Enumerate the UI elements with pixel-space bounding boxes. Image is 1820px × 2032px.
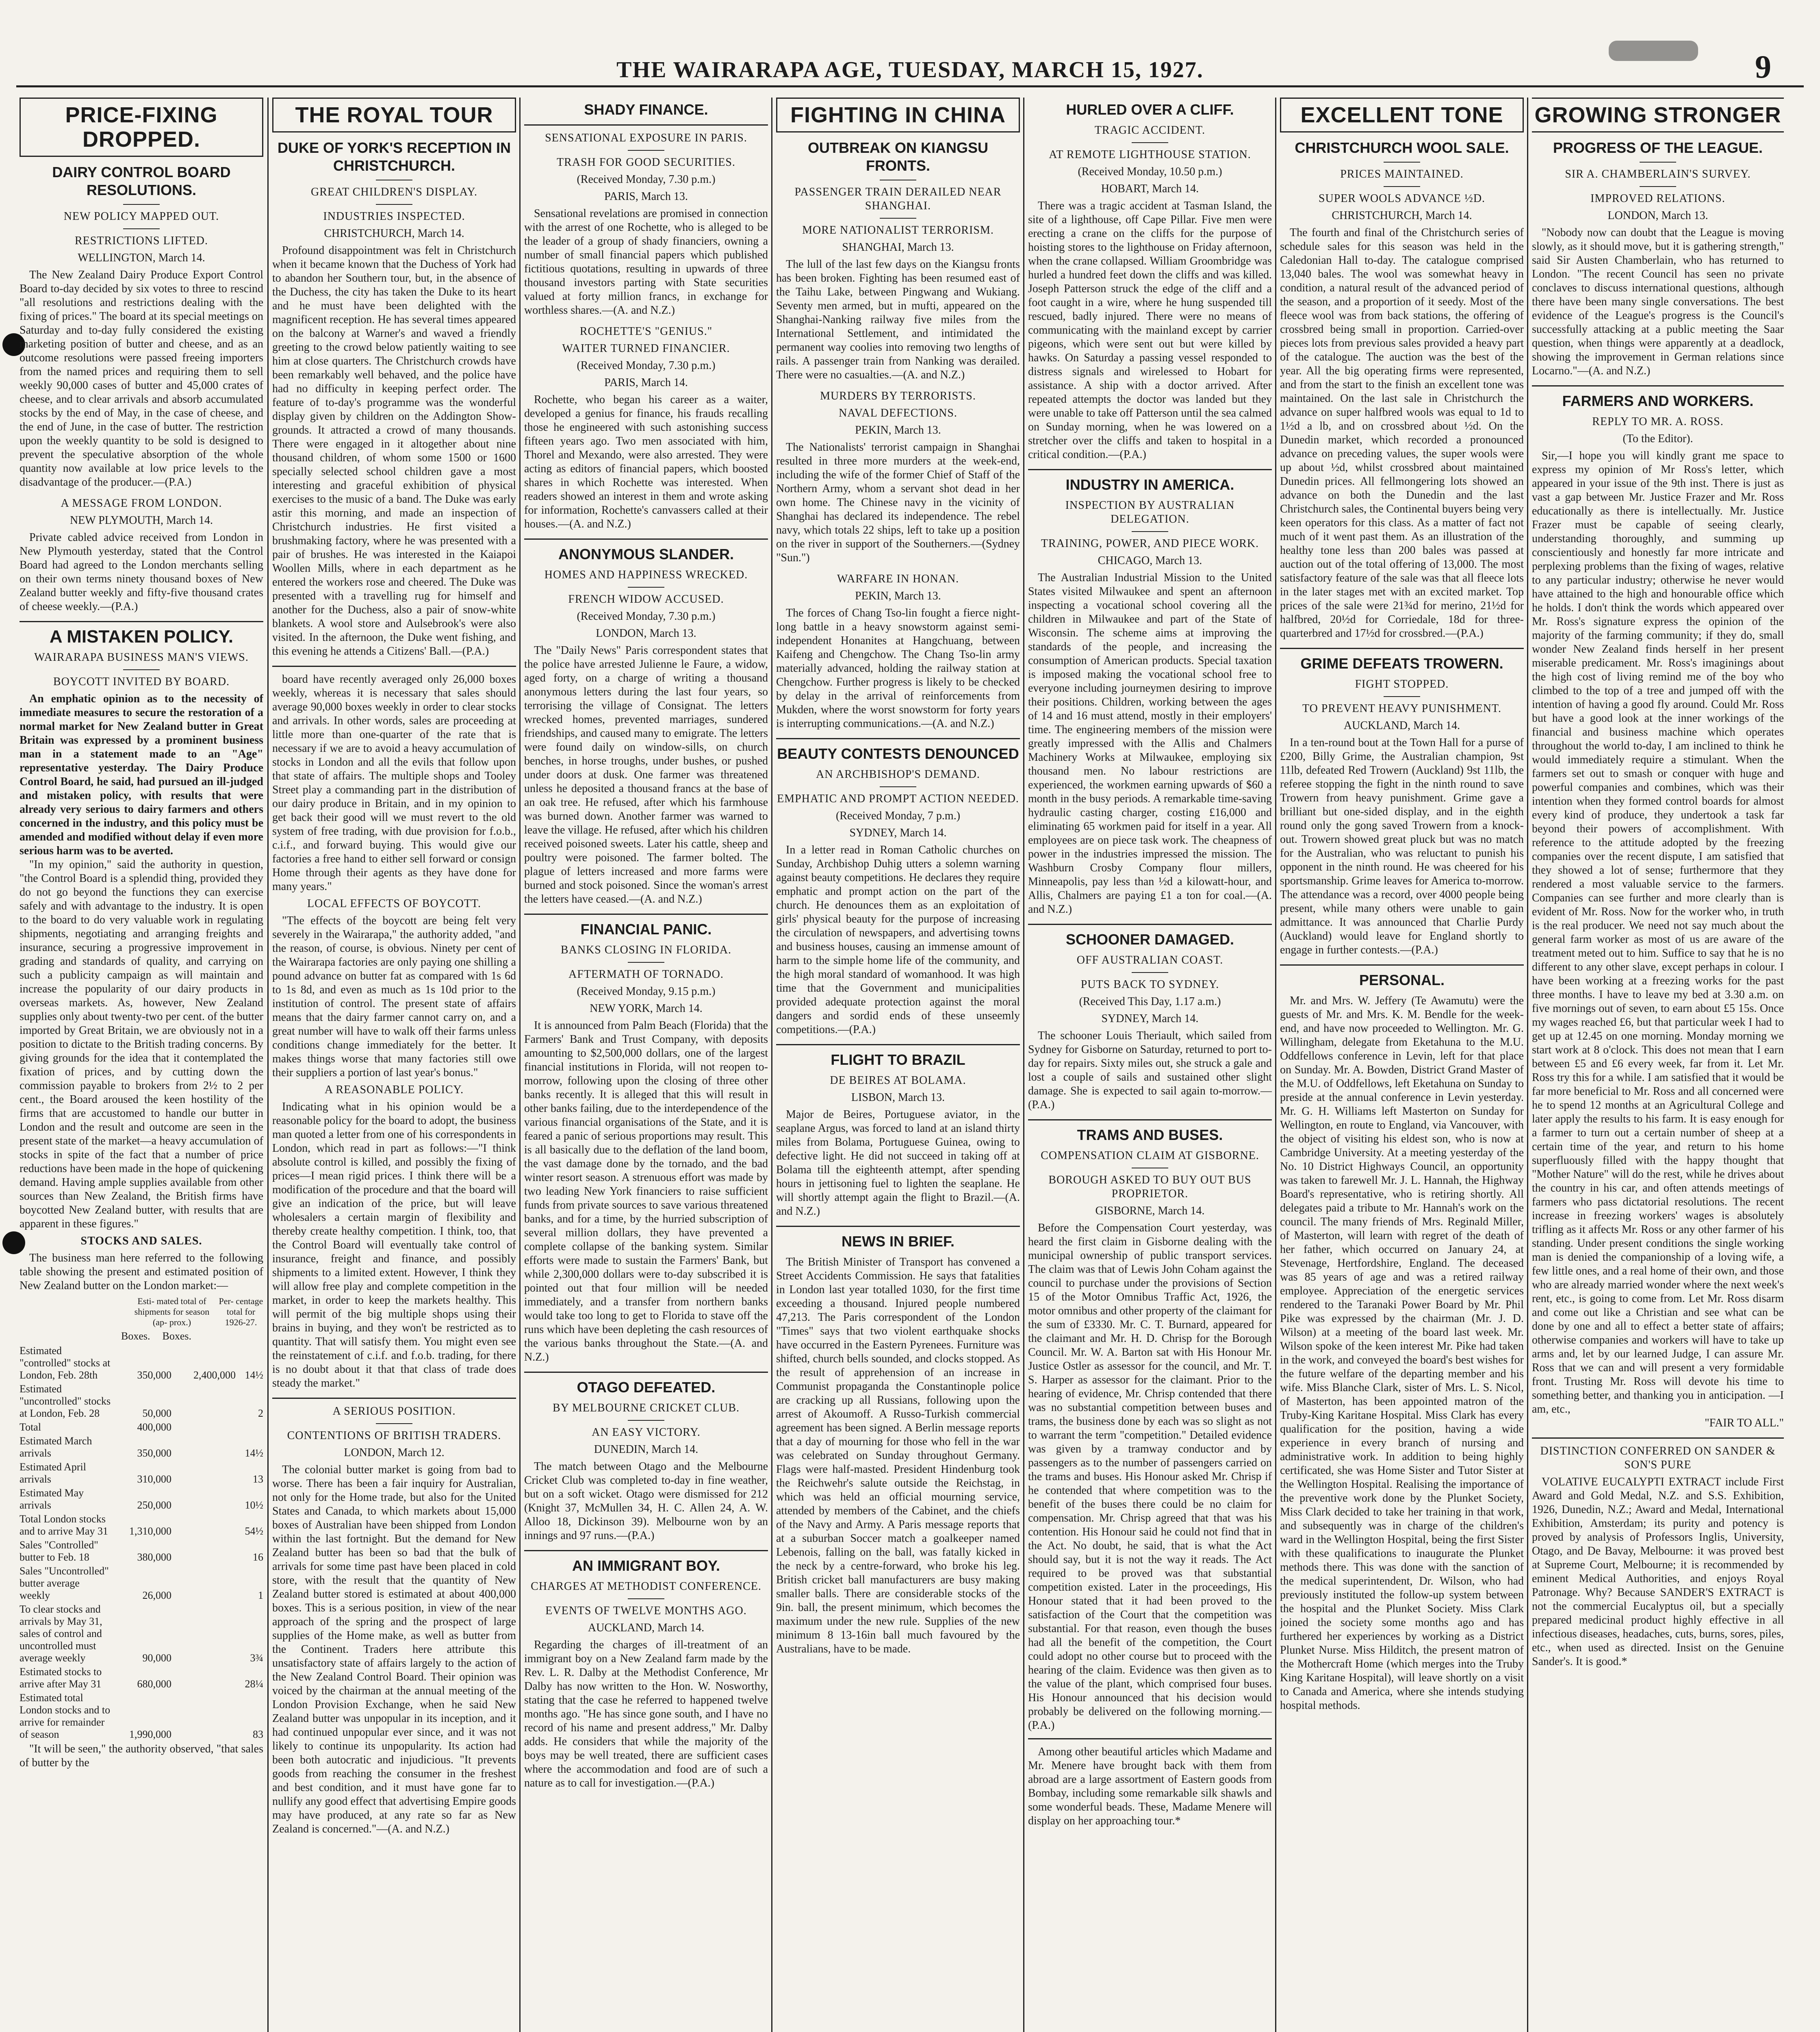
column-7 [1532, 98, 1784, 2032]
table-cell: 83 [253, 1728, 263, 1740]
subheading: TRASH FOR GOOD SECURITIES. [557, 156, 735, 169]
article-fighting-china [776, 98, 1020, 382]
subheading: BY MELBOURNE CRICKET CLUB. [552, 1402, 740, 1414]
dateline: GISBORNE, March 14. [1095, 1205, 1205, 1217]
article-lead: An emphatic opinion as to the necessity of immediate measures to secure the restoration of a normal market for New Zealand butter in Great Britain was expressed by a prominent business man in a statement made to an "Age" representative yesterday. The Dairy Produce Control Board, he said, had pursued an ill-judged and mistaken policy, with results that were already very serious to dairy farmers and others concerned in the industry, and this policy must be amended and modified without delay if even more serious harm was to be averted. [20, 693, 263, 857]
subheading: RESTRICTIONS LIFTED. [75, 234, 208, 247]
subheading: EMPHATIC AND PROMPT ACTION NEEDED. [777, 792, 1019, 805]
headline: TRAMS AND BUSES. [1077, 1127, 1223, 1143]
table-cell: Estimated "controlled" stocks at London, Feb. 28th [20, 1345, 111, 1381]
table-cell: Estimated stocks to arrive after May 31 [20, 1666, 102, 1690]
article-tail: "It will be seen," the authority observed, "that sales of butter by the [20, 1743, 263, 1769]
article-body: "In my opinion," said the authority in question, "the Control Board is a splendid thing, provided they do not go beyond the functions they can exercise safely and with advantage to the industry. It is open to the board to do very valuable work in regulating shipments, negotiating and arranging freights and insurance, securing a progressive improvement in grading and standards of quality, and carrying on such a publicity campaign as will maintain and increase the popularity of our dairy products in overseas markets. As, however, New Zealand supplies only about twenty-two per cent. of the butter imported by Great Britain, we are obviously not in a position to dictate to the British trading concerns. By giving grounds for the idea that it contemplated the fixation of prices, and by cutting down the commission payable to brokers from 2½ to 2 per cent., the Board aroused the keen hostility of the firms that are accustomed to handle our butter in London and the result and outcome are seen in the present state of the market—a heavy accumulation of stocks in spite of the fact that a number of price reductions have been made in the hope of quickening demand. Having ample supplies available from other sources than New Zealand, the British firms have boycotted New Zealand butter, with results that are apparent in these figures." [20, 858, 263, 1230]
article-growing-stronger [1532, 98, 1784, 378]
article-anonymous-slander [524, 545, 768, 906]
table-cell: 680,000 [137, 1678, 171, 1690]
article-body: The fourth and final of the Christchurch series of schedule sales for this season was held in the Caledonian Hall to-day. The catalogue comprised 13,040 bales. The wool was somewhat heavy in condition, a natural result of the advanced period of the season, and a proportion of it seedy. Most of the fleece wool was from back stations, the offering of crossbred being small in proportion. Carried-over pieces lots from previous sales provided a heavy part of the catalogue. The auction was the best of the year. All the big operating firms were represented, and from the start to the finish an excellent tone was maintained. On the last sale in Christchurch the advance on super halfbred wools was equal to 1d to 1½d a lb, and on crossbred about ½d. On the Dunedin market, which recorded a pronounced advance on preceding values, the super wools were up about ½d, whilst crossbred about maintained Dunedin prices. All fellmongering lots showed an advance on both the Dunedin and the last Christchurch sales, the Continental buyers being very keen operators for this class. As a matter of fact not much of it went past them. As an illustration of the healthy tone less than 200 bales was passed at auction out of the total offering of 13,000. The most satisfactory feature of the sale was that all fleece lots in the later stages met with an excited market. Top prices of the sale were 21¾d for merino, 21½d for halfbred, 20½d for Corriedale, 18d for three-quarterbred and 17½d for crossbred.—(P.A.) [1280, 226, 1524, 640]
headline: SHADY FINANCE. [584, 101, 708, 118]
article-beauty-contests [776, 745, 1020, 1037]
table-row [20, 1513, 263, 1537]
article-body: The New Zealand Dairy Produce Export Control Board to-day decided by six votes to three to rescind "all resolutions and restrictions dealing with the fixing of prices." The board at its special meetings on Saturday and to-day fully considered the existing marketing position of butter and cheese, and as an outcome resolutions were passed freeing importers from the named prices and requiring them to sell weekly 90,000 cases of butter and 45,000 crates of cheese, and to clear arrivals and absorb accumulated stocks by the end of May, in the case of cheese, and the end of June, in the case of butter. The restriction upon the weekly quantity to be sold is designed to prevent the speculative absorption of the whole quantity now available at low price levels to the disadvantage of the producer.—(P.A.) [20, 269, 263, 488]
table-cell: 310,000 [137, 1473, 171, 1485]
article-farmers-workers [1532, 392, 1784, 1430]
table-cell: 14½ [245, 1447, 263, 1459]
table-cell: 380,000 [137, 1551, 171, 1563]
table-header: Esti- mated total of shipments for season (ap- prox.) [134, 1296, 210, 1327]
dateline: LISBON, March 13. [851, 1091, 945, 1104]
subheading: BOROUGH ASKED TO BUY OUT BUS PROPRIETOR. [1048, 1174, 1252, 1200]
subheading: MORE NATIONALIST TERRORISM. [802, 224, 994, 237]
subheading: TRAGIC ACCIDENT. [1094, 124, 1206, 137]
received-line: (Received Monday, 10.50 p.m.) [1078, 165, 1222, 178]
subheading: GREAT CHILDREN'S DISPLAY. [311, 186, 477, 198]
table-cell: Estimated March arrivals [20, 1435, 92, 1459]
stocks-table [20, 1296, 263, 1741]
table-cell: 350,000 [137, 1447, 171, 1459]
dateline: DUNEDIN, March 14. [594, 1443, 698, 1456]
dateline: PARIS, March 13. [604, 190, 688, 203]
table-cell: 1,990,000 [129, 1728, 171, 1740]
subheading: INDUSTRIES INSPECTED. [323, 210, 465, 223]
subheading: PUTS BACK TO SYDNEY. [1080, 978, 1219, 991]
article-schooner [1028, 931, 1272, 1112]
article-body: Mr. and Mrs. W. Jeffery (Te Awamutu) were the guests of Mr. and Mrs. K. M. Bendle for the week-end, and have now proceeded to Wellington. Mr. G. Willingham, delegate from Eketahuna to the M.U. Oddfellows conference in Levin, left for that place on Sunday. Mr. A. Bowden, District Grand Master of the M.U. of Oddfellows, left Eketahuna on Sunday to preside at the annual conference in Levin yesterday. Mr. G. H. Williams left Masterton on Sunday for Wellington, en route to England, via Vancouver, with the object of visiting his eldest son, who is now at Cambridge University. At a meeting yesterday of the No. 10 District Highways Council, an opportunity was taken to farewell Mr. J. L. Hannah, the Highway Board's representative, who is retiring shortly. All delegates paid a tribute to Mr. Hannah's work on the council. The many friends of Mrs. Reginald Miller, of Masterton, will learn with regret of the death of her father, which occurred on January 24, at Stevenage, Hertfordshire, England. The deceased was 85 years of age and was a retired railway employee. Appreciation of the energetic services rendered to the Taranaki Power Board by Mr. Phil Pike was expressed by the chairman (Mr. J. D. Wilson) at a meeting of the board last week. Mr. Wilson spoke of the keen interest Mr. Pike had taken in the work, and conveyed the board's best wishes for the future welfare of the departing member and his wife. Miss Blanche Clark, sister of Mrs. L. S. Nicol, of Masterton, has been appointed matron of the Truby-King Karitane Hospital. Miss Clark has every qualification for the position, having a wide experience in every branch of nursing and administrative work. In addition to being highly certificated, she was Home Sister and Tutor Sister at the Wellington Hospital. Realising the importance of the preventive work done by the Plunket Society, Miss Clark decided to take her training in that work, and subsequently was in charge of the children's ward in the Wellington Hospital, being the first Sister with these qualifications to inaugurate the Plunket methods there. This was done with the sanction of the medical superintendent, Dr. Wilson, who had previously instituted the follow-up system between the hospital and the Plunket Society. Miss Clark joined the society some months ago and has furthered her experiences by working as a District Plunket Nurse. Miss Hilditch, the present matron of the Mothercraft Home (which merges into the Truby King Karitane Hospital), will leave shortly on a visit to Canada and America, where she intends studying hospital methods. [1280, 994, 1524, 1712]
table-header: Per- centage total for 1926-27. [219, 1296, 263, 1327]
subheading: EVENTS OF TWELVE MONTHS AGO. [545, 1604, 747, 1617]
unit-header: Boxes. [162, 1330, 191, 1342]
page-number: 9 [1755, 49, 1771, 85]
table-intro: The business man here referred to the following table showing the present and estimated position of New Zealand butter on the London market:— [20, 1252, 263, 1292]
headline: A MESSAGE FROM LONDON. [61, 497, 222, 510]
table-cell: Estimated April arrivals [20, 1461, 86, 1485]
headline: HURLED OVER A CLIFF. [1066, 101, 1234, 118]
subheading: SENSATIONAL EXPOSURE IN PARIS. [545, 132, 747, 144]
subheading: CHRISTCHURCH WOOL SALE. [1295, 139, 1509, 156]
headline: ANONYMOUS SLANDER. [558, 546, 734, 562]
subheading: SIR A. CHAMBERLAIN'S SURVEY. [1565, 168, 1751, 180]
received-line: (Received This Day, 1.17 a.m.) [1079, 995, 1221, 1008]
column-1 [20, 98, 263, 2032]
table-cell: 350,000 [137, 1369, 171, 1381]
subheading: HOMES AND HAPPINESS WRECKED. [544, 569, 748, 581]
section-heading: A REASONABLE POLICY. [324, 1083, 464, 1096]
article-tail: Among other beautiful articles which Madame and Mr. Menere have brought back with them from abroad are a large assortment of Eastern goods from Bombay, including some remarkable silk shawls and some wonderful beads. These, Madame Menere will display on her approaching tour.* [1028, 1745, 1272, 1827]
subheading: OFF AUSTRALIAN COAST. [1076, 954, 1223, 966]
table-row [20, 1345, 263, 1381]
table-row [20, 1565, 263, 1602]
advert-body: VOLATIVE EUCALYPTI EXTRACT include First Award and Gold Medal, N.Z. and S.S. Exhibition, 1926, Dunedin, N.Z.; Award and Medal, International Exhibition, Amsterdam; its purity and potency is proved by analysis of Professors Inglis, University, Otago, and De Bavay, Melbourne: it was proved best at Supreme Court, Melbourne; it is recommended by eminent Medical Authorities, and enjoys Royal Patronage. Why? Because SANDER'S EXTRACT is not the commercial Eucalyptus oil, but a specially prepared medicinal product highly effective in all infectious diseases, headaches, cuts, burns, sores, piles, etc., when used as directed. Insist on the Genuine Sander's. It is good.* [1532, 1476, 1784, 1668]
article-body: In a letter read in Roman Catholic churches on Sunday, Archbishop Duhig utters a solemn warning against beauty competitions. He declares they require emphatic and prompt action on the part of the church. He denounces them as an exploitation of girls' physical beauty for the purpose of increasing the circulation of newspapers, and advertising towns and business houses, causing an immense amount of harm to the simple home life of the community, and the high moral standard of womanhood. It was high time that the Government and municipalities provided adequate protection against the moral dangers and sordid ends of these unseemly competitions.—(P.A.) [776, 844, 1020, 1036]
subheading: WAITER TURNED FINANCIER. [562, 342, 730, 355]
subheading: AN EASY VICTORY. [592, 1426, 701, 1439]
table-cell: 50,000 [142, 1407, 171, 1419]
table-row [20, 1603, 263, 1664]
received-line: (Received Monday, 7.30 p.m.) [577, 610, 716, 623]
section-heading: LOCAL EFFECTS OF BOYCOTT. [307, 897, 481, 910]
article-body: Before the Compensation Court yesterday, was heard the first claim in Gisborne dealing with the municipal ownership of public transport services. The claim was that of Lewis John Coham against the council to purchase under the provisions of Section 15 of the Motor Omnibus Traffic Act, 1926, the motor omnibus and other property of the claimant for the sum of £3330. Mr. C. T. Burnard, appeared for the claimant and Mr. H. D. Chrisp for the Borough Council. Mr. W. A. Barton sat with His Honour Mr. Justice Ostler as assessor for the council, and Mr. T. S. Harper as assessor for the claimant. Prior to the hearing of evidence, Mr. Chrisp contended that there was no substantial competition between buses and trams, the business done by each was so slight as not to warrant the term "competition." Detailed evidence was given by a tramway conductor and by passengers as to the number of passengers carried on the trams and buses. His Honour asked Mr. Chrisp if he contended that where competition was to the benefit of the buses there could be no claim for compensation. Mr. Chrisp agreed that that was his contention. His Honour said he could not find that in the Act. No doubt, he said, that is what the Act should say, but it is not the way it reads. The Act required to be proved was that substantial competition existed. Later in the proceedings, His Honour stated that it had been proved to the satisfaction of the Court that the competition was substantial. For that reason, even though the buses had all the benefit of the competition, the Court could adopt no other course but to proceed with the hearing of the claim. Evidence was then given as to the value of the plant, which comprised four buses. His Honour announced that his decision would probably be delivered on the following morning.—(P.A.) [1028, 1222, 1272, 1732]
table-cell: Total London stocks and to arrive May 31 [20, 1513, 108, 1537]
table-cell: 10½ [245, 1499, 263, 1511]
table-row [20, 1487, 263, 1511]
received-line: (Received Monday, 9.15 p.m.) [577, 985, 716, 998]
dateline: NEW PLYMOUTH, March 14. [69, 514, 213, 527]
table-cell: Estimated total London stocks and to arrive for remainder of season [20, 1692, 111, 1740]
article-message-london [20, 497, 263, 614]
received-line: (Received Monday, 7.30 p.m.) [577, 173, 716, 186]
table-cell: 26,000 [142, 1589, 171, 1601]
newspaper-title: THE WAIRARAPA AGE, TUESDAY, MARCH 15, 1927. [616, 57, 1204, 82]
headline: FIGHTING IN CHINA [776, 98, 1020, 132]
article-body: In a ten-round bout at the Town Hall for a purse of £200, Billy Grime, the Australian champion, 9st 11lb, defeated Red Trowern (Auckland) 9st 11lb, the referee stopping the fight in the ninth round to save Trowern from heavy punishment. Grime gave a brilliant but one-sided display, and in the eighth round only the gong saved Trowern from a knock-out. Trowern showed great pluck but was no match for the Australian, who was reluctant to punish his opponent in the ninth round. He was cheered for his sportsmanship. Grime leaves for America to-morrow. The attendance was a record, over 4000 people being present, while many others were unable to gain admittance. It was announced that Charlie Purdy (Auckland) would leave for England shortly to engage in further contests.—(P.A.) [1280, 736, 1524, 956]
subheading: WAIRARAPA BUSINESS MAN'S VIEWS. [34, 651, 249, 664]
dateline: SHANGHAI, March 13. [842, 241, 954, 254]
table-cell: 90,000 [142, 1652, 171, 1664]
received-line: (Received Monday, 7 p.m.) [835, 810, 961, 822]
subheading: TRAINING, POWER, AND PIECE WORK. [1041, 537, 1259, 550]
dateline: LONDON, March 13. [1607, 209, 1708, 222]
table-cell: 16 [253, 1551, 263, 1563]
article-body: The match between Otago and the Melbourne Cricket Club was completed to-day in fine weather, but on a soft wicket. Otago were dismissed for 212 (Knight 37, McMullen 34, H. C. Allen 24, A. W. Alloo 18, Dickinson 39). Melbourne won by an innings and 97 runs.—(P.A.) [524, 1460, 768, 1542]
subheading: SUPER WOOLS ADVANCE ½D. [1318, 192, 1486, 205]
article-body: Private cabled advice received from London in New Plymouth yesterday, stated that the Control Board had agreed to the London merchants selling on their own terms ninety thousand boxes of New Zealand butter weekly and fifty-five thousand crates of cheese weekly.—(P.A.) [20, 531, 263, 613]
article-terrorists [776, 389, 1020, 565]
headline: A MISTAKEN POLICY. [49, 627, 234, 647]
subheading: NEW POLICY MAPPED OUT. [63, 210, 219, 223]
article-financial-panic [524, 920, 768, 1364]
headline: THE ROYAL TOUR [272, 98, 516, 132]
subheading: TO PREVENT HEAVY PUNISHMENT. [1302, 702, 1502, 715]
article-body: The lull of the last few days on the Kiangsu fronts has been broken. Fighting has been resumed east of the Taihu Lake, between Pingwang and Wukiang. Seventy men armed, but in mufti, appeared on the Shanghai-Nanking railway five miles from the International Settlement, and intimidated the permanent way coolies into removing two lengths of rails. A passenger train from Nanking was derailed. There were no casualties.—(A. and N.Z.) [776, 258, 1020, 381]
article-body: There was a tragic accident at Tasman Island, the site of a lighthouse, off Cape Pillar. Five men were erecting a crane on the cliffs for the purpose of hoisting stores to the lighthouse on Friday afternoon, when the crane collapsed. William Groombridge was hurled a hundred feet down the cliffs and was killed. Joseph Patterson struck the edge of the cliff and a foot caught in a wire, where he hung suspended till rescued, badly injured. There were no means of communicating with the mainland except by carrier pigeons, which were sent out but were killed by hawks. On Saturday a passing vessel responded to distress signals and wirelessed to Hobart for assistance. A ship with a doctor arrived. After repeated attempts the doctor was landed but they were unable to take off Patterson until the sea calmed on Sunday morning, when he was lowered on a stretcher over the cliffs and taken to hospital in a critical condition.—(P.A.) [1028, 200, 1272, 461]
letter-body: Sir,—I hope you will kindly grant me space to express my opinion of Mr Ross's letter, which appeared in your issue of the 9th inst. There is just as vast a gap between Mr. Justice Frazer and Mr. Ross educationally as there is intellectually. Mr. Justice Frazer must be capable of seeing clearly, understanding thoroughly, and summing up conscientiously and honestly far more intricate and perplexing problems than the fixing of wages, relative to any particular industry; otherwise he never would have attained to the high and honourable office which he holds. I don't think the words which appeared over Mr. Ross's signature express the opinion of the majority of the farming community; if they do, small wonder New Zealand finds herself in her present miserable predicament. Mr. Ross's imaginings about the high cost of living remind me of the boy who climbed to the top of a tree and jumped off with the intention of having a good fly around. Could Mr. Ross but have a good look at the inner workings of the financial and business machine which operates throughout the world to-day, I am inclined to think he would immediately require a stimulant. When the farmers set out to smash or conquer with huge and powerful companies and combines, which was their intention when they formed control boards for almost every kind of produce, they undertook a task far beyond their powers of accomplishment. With reference to the attitude adopted by the freezing companies over the recent dispute, I am satisfied that they showed a lot of sense; furthermore that they rendered a most valuable service to the farmers. Companies can see further and more clearly than is evident of Mr. Ross. Now for the worker who, in truth is the real producer. We need not say much about the general farm worker as most of us are aware of the treatment meted out to him. Suffice to say that he is no different to any other slave, except perhaps in colour. I have been working at a freezing works for the past three months. I have to leave my bed at 3.30 a.m. on five mornings out of seven, to earn about £5 15s. Once my wages reached £6, but that particular week I had to get up at 12.45 on one morning. Monday morning we start work at 8 o'clock. This does not mean that I earn between £5 and £6 every week, far from it. Let Mr. Ross try this for a while. I am satisfied that it would be far more beneficial to Mr. Ross and all concerned were he to spend 12 months at an Agricultural College and later apply the results to his farm. It is easy enough for a farmer to turn out a certain number of sheep at a certain time of the year, and return to his home superfluously filled with the happy thought that "Mother Nature" will do the rest, while he drives about the country in his car, and often attends meetings of farmers who pass dictatorial resolutions. The recent increase in freezing workers' wages is absolutely trifling as it affects Mr. Ross or any other farmer of his standing. Under present conditions the single working man is denied the companionship of a loving wife, a few little ones, and a real home of their own, and those who are already married wonder where the next week's rent, etc., is going to come from. Let Mr. Ross disarm and come out like a Christian and see what can be done by one and all to effect a better state of affairs; otherwise companies and workers will have to take up arms and, let by our learned Judge, I can assure Mr. Ross that we can and will present a very formidable front. Trusting Mr. Ross will devote his time to something better, and thanking you in anticipation. —I am, etc., [1532, 449, 1784, 1415]
dateline: HOBART, March 14. [1101, 182, 1199, 195]
unit-header: Boxes. [121, 1330, 150, 1342]
table-cell: 2,400,000 [193, 1369, 236, 1381]
headline: FLIGHT TO BRAZIL [831, 1051, 965, 1068]
table-cell: 3¾ [250, 1652, 263, 1664]
subheading: OUTBREAK ON KIANGSU FRONTS. [807, 139, 988, 174]
dateline: CHRISTCHURCH, March 14. [324, 227, 464, 240]
article-continued [272, 673, 516, 1390]
headline: EXCELLENT TONE [1280, 98, 1524, 132]
subheading: CHARGES AT METHODIST CONFERENCE. [531, 1580, 761, 1593]
article-body: The schooner Louis Theriault, which sailed from Sydney for Gisborne on Saturday, returned to port to-day for repairs. Sixty miles out, she struck a gale and lost a couple of sails and sustained other slight damage. She is expected to sail again to-morrow.—(P.A.) [1028, 1029, 1272, 1111]
subheading: DE BEIRES AT BOLAMA. [830, 1074, 966, 1087]
headline: ROCHETTE'S "GENIUS." [579, 325, 713, 338]
section-heading: STOCKS AND SALES. [80, 1235, 202, 1247]
table-cell: 28¼ [245, 1678, 263, 1690]
dateline: PEKIN, March 13. [855, 424, 941, 436]
article-body: Sensational revelations are promised in connection with the arrest of one Rochette, who is alleged to be the leader of a group of shady financiers, owning a number of small financial papers which published fictitious quotations, resulting in upwards of three thousand investors parting with State securities valued at forty million francs, in exchange for worthless shares.—(A. and N.Z.) [524, 207, 768, 317]
headline: FARMERS AND WORKERS. [1562, 393, 1754, 409]
article-flight-brazil [776, 1051, 1020, 1218]
subheading: REPLY TO MR. A. ROSS. [1592, 415, 1724, 428]
table-cell: 250,000 [137, 1499, 171, 1511]
subheading: DUKE OF YORK'S RECEPTION IN CHRISTCHURCH. [278, 139, 511, 174]
column-5 [1028, 98, 1272, 2032]
headline: NEWS IN BRIEF. [841, 1233, 954, 1250]
table-cell: 13 [253, 1473, 263, 1485]
dateline: PEKIN, March 13. [855, 590, 941, 602]
article-grime-trowern [1280, 655, 1524, 957]
table-cell: Estimated May arrivals [20, 1487, 84, 1511]
dateline: LONDON, March 12. [344, 1446, 445, 1459]
article-hurled-cliff [1028, 101, 1272, 462]
article-body: "Nobody now can doubt that the League is moving slowly, as it should move, but it is gathering strength," said Sir Austen Chamberlain, who has returned to London. "The recent Council has seen no private conclaves to discuss international questions, although there have been many single conversations. The best evidence of the League's progress is the Council's successfully attacking at a public meeting the Saar question, when things were apparently at a deadlock, showing the improvement in German relations since Locarno."—(A. and N.Z.) [1532, 226, 1784, 377]
dateline: PARIS, March 14. [604, 376, 688, 389]
subheading: COMPENSATION CLAIM AT GISBORNE. [1041, 1149, 1259, 1162]
column-2 [272, 98, 516, 2032]
headline: PERSONAL. [1359, 972, 1445, 988]
article-body: It is announced from Palm Beach (Florida) that the Farmers' Bank and Trust Company, with deposits amounting to $2,500,000 dollars, one of the largest financial institutions in Florida, will not reopen to-morrow, following upon the closing of three other banks recently. It is alleged that this will result in other banks failing, due to the interdependence of the various financial organisations of the State, and it is feared a panic of serious proportions may result. This is all basically due to the deflation of the land boom, the vast damage done by the tornado, and the bad winter resort season. A strenuous effort was made by two leading New York financiers to raise sufficient funds from private sources to save various threatened banks, and for a time, by the hurried subscription of several million dollars, they have prevented a complete collapse of the banking system. Similar efforts were made to sustain the Farmers' Bank, but while 2,300,000 dollars were to-day subscribed it is pointed out that four million will be needed immediately, and a transfer from northern banks would take too long to get to Florida to stave off the runs which have been depleting the cash resources of the various banks throughout the State.—(A. and N.Z.) [524, 1019, 768, 1363]
article-otago-defeated [524, 1379, 768, 1543]
table-cell: 54½ [245, 1525, 263, 1537]
dateline: LONDON, March 13. [596, 627, 696, 640]
subheading: WARFARE IN HONAN. [837, 573, 959, 585]
table-row [20, 1435, 263, 1459]
table-cell: To clear stocks and arrivals by May 31, sales of control and uncontrolled must average weekly [20, 1603, 102, 1664]
letter-address: (To the Editor). [1623, 432, 1693, 445]
advert-sanders [1532, 1444, 1784, 1669]
table-cell: Estimated "uncontrolled" stocks at London, Feb. 28 [20, 1383, 111, 1419]
table-row [20, 1692, 263, 1741]
headline: PRICE-FIXING DROPPED. [20, 98, 263, 157]
article-body: "The effects of the boycott are being felt very severely in the Wairarapa," the authority added, "and the reason, of course, is obvious. Ninety per cent of the Wairarapa factories are only paying one shilling a pound advance on butter fat as compared with 1s 6d to 1s 8d, and even as much as 1s 10d prior to the institution of control. The present state of affairs means that the dairy farmer cannot carry on, and a great number will have to walk off their farms unless conditions change immediately for the better. It makes things worse that many factories still owe their suppliers a portion of last year's bonus." [272, 914, 516, 1079]
masthead [16, 24, 1804, 87]
table-cell: 1 [258, 1589, 263, 1601]
subheading: DAIRY CONTROL BOARD RESOLUTIONS. [52, 164, 231, 198]
subheading: MURDERS BY TERRORISTS. [820, 390, 976, 402]
dateline: WELLINGTON, March 14. [78, 252, 205, 264]
subheading: DISTINCTION CONFERRED ON SANDER & SON'S PURE [1540, 1445, 1776, 1471]
subheading: BANKS CLOSING IN FLORIDA. [560, 944, 732, 956]
dateline: CHRISTCHURCH, March 14. [1332, 209, 1472, 222]
table-cell: 14½ [245, 1369, 263, 1381]
article-mistaken-policy [20, 628, 263, 1770]
article-immigrant-boy [524, 1557, 768, 1790]
article-personal [1280, 971, 1524, 1713]
subheading: BOYCOTT INVITED BY BOARD. [53, 675, 230, 688]
headline: GRIME DEFEATS TROWERN. [1300, 655, 1503, 672]
dateline: AUCKLAND, March 14. [588, 1622, 705, 1634]
article-honan [776, 572, 1020, 731]
article-body: Major de Beires, Portuguese aviator, in the seaplane Argus, was forced to land at an island thirty miles from Bolama, Portuguese Guinea, owing to defective light. He did not succeed in taking off at Bolama till the eighteenth attempt, after spending hours in jettisoning fuel to lighten the seaplane. He will shortly attempt again the flight to Brazil.—(A. and N.Z.) [776, 1108, 1020, 1218]
subheading: FIGHT STOPPED. [1355, 678, 1449, 690]
article-body: The Australian Industrial Mission to the United States visited Milwaukee and spent an afternoon inspecting a vocational school covering all the children in Milwaukee and part of the State of Wisconsin. The scheme aims at improving the standards of the people, and increasing the consumption of American products. Special taxation is imposed making the vocational school free to everyone including journeymen desiring to improve their positions. Children, working between the ages of 14 and 16 must attend, mostly in their employers' time. The engineering members of the mission were greatly impressed with the Allis and Chalmers Machinery Works at Milwaukee, employing six thousand men. No labour restrictions are experienced, the workmen earning upwards of $60 a month in the busy periods. A remarkable time-saving hydraulic casting charger, costing £16,000 and eliminating 65 workmen paid for itself in a year. All employees are on piece task work. The cheapness of power in the industries impressed the mission. The Washburn Crosby Company flour millers, Minneapolis, pay less than ½d a kilowatt-hour, and Allis, Chalmers are paying £1 a ton for coal.—(A. and N.Z.) [1028, 571, 1272, 916]
subheading: PRICES MAINTAINED. [1340, 168, 1464, 180]
table-row [20, 1383, 263, 1420]
article-price-fixing [20, 98, 263, 489]
subheading: FRENCH WIDOW ACCUSED. [568, 593, 724, 606]
article-body: The "Daily News" Paris correspondent states that the police have arrested Julienne le Faure, a widow, aged forty, on a charge of writing a thousand anonymous letters during the last four years, so terrorising the village of Consignat. The letters wrecked homes, prevented marriages, sundered friendships, and caused many to emigrate. The letters were found daily on window-sills, on church benches, in horse troughs, under bushes, or pushed under doors at dusk. One farmer was threatened unless he deposited a thousand francs at the base of an oak tree. He refused, after which his farmhouse was burned down. Another farmer was warned to leave the village. He refused, after which his children received poisoned sweets. Later his cattle, sheep and poultry were poisoned. The farmer bolted. The plague of letters increased and more farms were burned and stock poisoned. Since the woman's arrest the letters have ceased.—(A. and N.Z.) [524, 644, 768, 905]
article-shady-finance [524, 101, 768, 317]
article-body: Rochette, who began his career as a waiter, developed a genius for finance, his frauds recalling those he engineered with such astonishing success fifteen years ago. Two men associated with him, Thorel and Mexando, were also arrested. They were acting as editors of financial papers, which boosted shares in which Rochette was interested. When readers showed an interest in them and wrote asking for information, Rochette's canvassers called at their houses.—(A. and N.Z.) [524, 393, 768, 530]
headline: BEAUTY CONTESTS DENOUNCED [777, 745, 1019, 762]
headline: GROWING STRONGER [1532, 98, 1784, 132]
article-trams-buses [1028, 1126, 1272, 1828]
article-body: Regarding the charges of ill-treatment of an immigrant boy on a New Zealand farm made by the Rev. L. R. Dalby at the Methodist Conference, Mr Dalby has now written to the Hon. W. Nosworthy, stating that the case he referred to happened twelve months ago. "He has since gone south, and I have no record of his name and present address," Mr. Dalby adds. He considers that while the majority of the boys may be well treated, there are sufficient cases where the accommodation and food are of such a nature as to call for investigation.—(P.A.) [524, 1639, 768, 1789]
table-cell: Sales "Uncontrolled" butter average weekly [20, 1565, 109, 1601]
subheading: AN ARCHBISHOP'S DEMAND. [816, 768, 980, 781]
subheading: IMPROVED RELATIONS. [1590, 192, 1725, 205]
headline: OTAGO DEFEATED. [577, 1379, 716, 1396]
table-cell: 2 [258, 1407, 263, 1419]
headline: FINANCIAL PANIC. [580, 921, 712, 938]
received-line: (Received Monday, 7.30 p.m.) [577, 359, 716, 372]
table-cell: Total [20, 1421, 41, 1433]
subheading: AFTERMATH OF TORNADO. [568, 968, 724, 981]
table-cell: 1,310,000 [129, 1525, 171, 1537]
dateline: AUCKLAND, March 14. [1343, 719, 1460, 732]
article-body: The Nationalists' terrorist campaign in Shanghai resulted in three more murders at the week-end, including the wife of the former Chief of Staff of the Northern Army, whom a servant shot dead in her own home. The Chinese navy in the vicinity of Shanghai has declared its independence. The rebel navy, which totals 22 ships, left to take up a position on the river in support of the Southerners.—(Sydney "Sun.") [776, 441, 1020, 564]
headline: SCHOONER DAMAGED. [1065, 931, 1234, 948]
headline: A SERIOUS POSITION. [332, 1405, 456, 1418]
subheading: AT REMOTE LIGHTHOUSE STATION. [1049, 148, 1251, 161]
article-body: The forces of Chang Tso-lin fought a fierce night-long battle in a heavy snowstorm against semi-independent Honanites at Hangchuang, between Kaifeng and Chengchow. The Chang Tso-lin army materially advanced, holding the railway station at Chengchow. Further progress is likely to be checked by delay in the arrival of reinforcements from Mukden, where the worst snowstorm for forty years is interrupting communications.—(A. and N.Z.) [776, 607, 1020, 730]
table-cell: Sales "Controlled" butter to Feb. 18 [20, 1539, 98, 1563]
article-news-in-brief [776, 1233, 1020, 1656]
column-6 [1280, 98, 1524, 2032]
dateline: NEW YORK, March 14. [590, 1002, 703, 1015]
article-body: board have recently averaged only 26,000 boxes weekly, whereas it is necessary that sales should average 90,000 boxes weekly in order to clear stocks and arrivals. In other words, sales are proceeding at little more than one-quarter of the rate that is necessary if we are to avoid a heavy accumulation of stocks in London and all the evils that follow upon that state of affairs. The multiple shops and Tooley Street play a commanding part in the distribution of our dairy produce in Britain, and in my opinion to get back their good will we must revert to the old system of free trading, with due provision for f.o.b., c.i.f., and forward buying. This would give our factories a free hand to either sell forward or consign Home through their agents as they have done for many years." [272, 673, 516, 893]
dateline: SYDNEY, March 14. [1101, 1012, 1199, 1025]
headline: AN IMMIGRANT BOY. [572, 1557, 720, 1574]
article-wool-sale [1280, 98, 1524, 640]
dateline: SYDNEY, March 14. [849, 827, 947, 839]
table-row [20, 1539, 263, 1563]
subheading: PASSENGER TRAIN DERAILED NEAR SHANGHAI. [794, 186, 1002, 212]
article-industry-america [1028, 476, 1272, 916]
article-serious-position [272, 1405, 516, 1836]
article-body: Indicating what in his opinion would be a reasonable policy for the board to adopt, the business man quoted a letter from one of his correspondents in London, which read in part as follows:—"I think absolute control is killed, and possibly the fixing of prices—I mean rigid prices. I think there will be a modification of the procedure and that the board will give an indication of the price, but will leave wholesalers a certain margin of flexibility and thereby create healthy competition. I think, too, that the Control Board will eventually take control of insurance, freight and finance, and possibly shipments to a limited extent. However, I think they will allow free play and complete competition in the market, in order to keep the markets healthy. This will permit of the big multiple shops using their brains in buying, and they won't be restricted as to quantity. That will satisfy them. You might even see the reinstatement of c.i.f. and f.o.b. trading, for there is no doubt about it that that class of trade does steady the market." [272, 1101, 516, 1389]
article-rochette [524, 325, 768, 531]
headline: INDUSTRY IN AMERICA. [1065, 476, 1234, 493]
subheading: NAVAL DEFECTIONS. [839, 407, 957, 419]
article-body: Profound disappointment was felt in Christchurch when it became known that the Duchess of York had to abandon her Southern tour, but, in the absence of the Duchess, the city has taken the Duke to its heart and he must have been delighted with the magnificent reception. He has several times appeared on the balcony at Warner's and waved a friendly greeting to the crowd below patiently waiting to see him at close quarters. The Christchurch crowds have been remarkably well behaved, and the police have had no difficulty in keeping perfect order. The feature of to-day's programme was the wonderful display given by children on the Addington Show-grounds. It attracted a crowd of many thousands. There were engaged in it altogether about nine thousand children, of whom some 1500 or 1600 specially selected school children gave a most interesting and graceful exhibition of physical exercises to the music of a band. The Duke was early astir this morning, and made an inspection of Christchurch industries. He first visited a brushmaking factory, where he was presented with a pair of brushes. He was interested in the Kaiapoi Woollen Mills, where in each department as he entered the workers rose and cheered. The Duke was presented with a travelling rug for himself and another for the Duchess, also a pair of snow-white blankets. A wool store and Aulsebrook's were also visited. In the afternoon, the Duke went fishing, and this evening he attends a Citizens' Ball.—(P.A.) [272, 244, 516, 658]
table-cell: 400,000 [137, 1421, 171, 1433]
subheading: CONTENTIONS OF BRITISH TRADERS. [287, 1429, 501, 1442]
table-row [20, 1421, 263, 1433]
subheading: PROGRESS OF THE LEAGUE. [1553, 139, 1763, 156]
table-row [20, 1461, 263, 1485]
column-4 [776, 98, 1020, 2032]
dateline: CHICAGO, March 13. [1098, 554, 1202, 567]
letter-signature: "FAIR TO ALL." [1705, 1417, 1784, 1429]
article-royal-tour [272, 98, 516, 658]
table-row [20, 1666, 263, 1690]
article-body: The British Minister of Transport has convened a Street Accidents Commission. He says that fatalities in London last year totalled 1030, for the first time exceeding a thousand. Injured people numbered 47,213. The Paris correspondent of the London "Times" says that two violent earthquake shocks have occurred in the Eastern Pyrenees. Furniture was shifted, church bells sounded, and clocks stopped. As the result of apprehension of an increase in Communist propaganda the Constantinople police are cracking up all Russians, following upon the arrest of Akoumoff. A Russo-Turkish commercial agreement has been signed. A Berlin message reports that a day of mourning for those who fell in the war was celebrated on Sunday throughout Germany. Flags were half-masted. President Hindenburg took the Reichwehr's salute outside the Reichstag, in which was held an official mourning service, attended by members of the Cabinet, and the chiefs of the Navy and Army. A Paris message reports that at a suburban Soccer match a goalkeeper named Lebenois, falling on the ball, was fatally kicked in the neck by a centre-forward, who broke his leg. British cricket ball manufacturers are busy making smaller balls. There are considerable stocks of the 9in. ball, the present minimum, which becomes the maximum under the new rule. Supplies of the new minimum 8 13-16in ball much favoured by the Australians, have to be made. [776, 1256, 1020, 1655]
subheading: INSPECTION BY AUSTRALIAN DELEGATION. [1065, 499, 1235, 525]
column-3 [524, 98, 768, 2032]
article-body: The colonial butter market is going from bad to worse. There has been a fair inquiry for Australian, not only for the Home trade, but also for the United States and Canada, to which markets about 15,000 boxes of Australian have been shipped from London within the last fortnight. But the demand for New Zealand butter has been so bad that the bulk of arrivals for some time past have been placed in cold store, with the result that the quantity of New Zealand butter stored is estimated at about 400,000 boxes. This is a serious position, in view of the near approach of the spring and the prospect of large supplies of the Home make, as well as butter from the Continent. Traders here attribute this unsatisfactory state of affairs largely to the action of the New Zealand Control Board. Their opinion was voiced by the chairman at the annual meeting of the London Provision Exchange, when he said New Zealand butter was unpopular in its inception, and it had continued unpopular ever since, and it was not likely to continue its unpopularity. Its action had been both autocratic and injudicious. "It prevents goods from reaching the consumer in the freshest and best condition, and it must have gone far to nullify any good effect that advertising Empire goods may have produced, at any rate so far as New Zealand is concerned."—(A. and N.Z.) [272, 1463, 516, 1835]
